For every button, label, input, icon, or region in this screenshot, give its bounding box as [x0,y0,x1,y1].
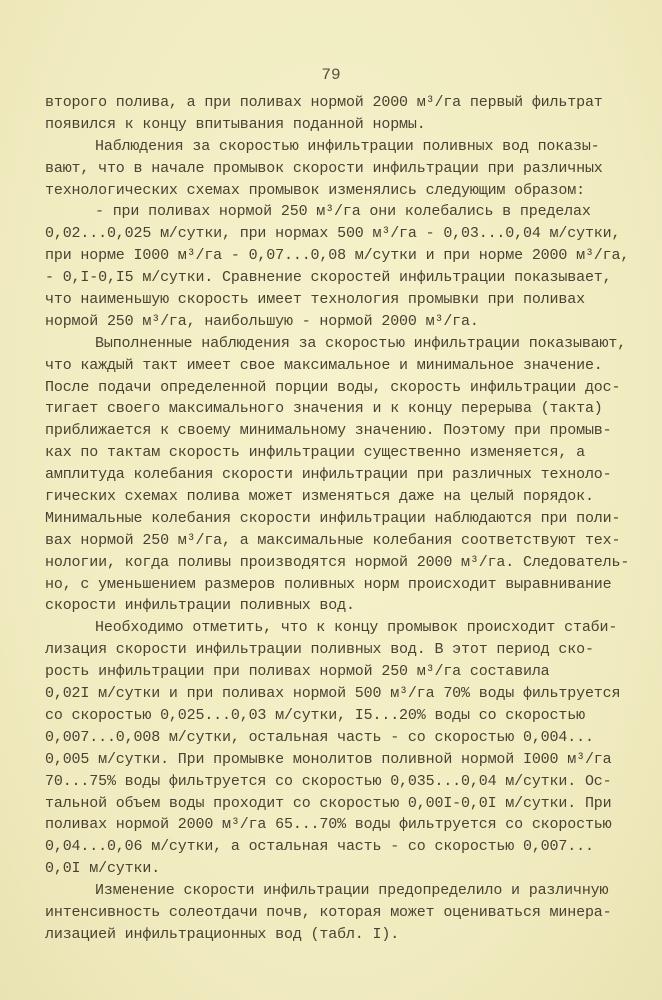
page-number: 79 [321,66,341,84]
text-line: нологии, когда поливы производятся нормой 2000 м³/га. Следователь- [45,553,630,571]
text-line: После подачи определенной порции воды, скорость инфильтрации дос- [45,378,621,396]
text-line: технологических схемах промывок изменялись следующим образом: [45,181,585,199]
text-line: - 0,I-0,I5 м/сутки. Сравнение скоростей инфильтрации показывает, [45,269,612,287]
text-line: при норме I000 м³/га - 0,07...0,08 м/сутки и при норме 2000 м³/га, [45,247,630,265]
text-line: 0,007...0,008 м/сутки, остальная часть - со скоростью 0,004... [45,728,594,746]
text-line: появился к концу впитывания поданной нормы. [45,115,426,133]
text-line: поливах нормой 2000 м³/га 65...70% воды фильтруется со скоростью [45,816,612,834]
text-line: ках по тактам скорость инфильтрации существенно изменяется, а [45,444,585,462]
text-line: Необходимо отметить, что к концу промывок происходит стаби- [95,619,618,637]
text-line: приближается к своему минимальному значению. Поэтому при промыв- [45,422,612,440]
text-line: интенсивность солеотдачи почв, которая может оцениваться минера- [45,903,612,921]
text-line: лизацией инфильтрационных вод (табл. I). [45,925,400,943]
text-line: Выполненные наблюдения за скоростью инфильтрации показывают, [95,334,627,352]
body-text [45,92,660,946]
text-line: 0,005 м/сутки. При промывке монолитов поливной нормой I000 м³/га [45,750,612,768]
text-line: Минимальные колебания скорости инфильтрации наблюдаются при поли- [45,509,621,527]
text-line: рость инфильтрации при поливах нормой 250 м³/га составила [45,663,550,681]
text-line: 0,02I м/сутки и при поливах нормой 500 м³/га 70% воды фильтруется [45,685,621,703]
text-line: что каждый такт имеет свое максимальное и минимальное значение. [45,356,603,374]
text-line: вах нормой 250 м³/га, а максимальные колебания соответствуют тех- [45,531,621,549]
text-line: лизация скорости инфильтрации поливных вод. В этот период ско- [45,641,594,659]
text-line: - при поливах нормой 250 м³/га они колебались в пределах [95,203,591,221]
text-line: но, с уменьшением размеров поливных норм происходит выравнивание [45,575,612,593]
text-line: 70...75% воды фильтруется со скоростью 0,035...0,04 м/сутки. Ос- [45,772,612,790]
text-line: 0,02...0,025 м/сутки, при нормах 500 м³/га - 0,03...0,04 м/сутки, [45,225,621,243]
text-line: скорости инфильтрации поливных вод. [45,597,355,615]
text-line: Изменение скорости инфильтрации предопределило и различную [95,882,609,900]
text-line: 0,04...0,06 м/сутки, а остальная часть - со скоростью 0,007... [45,838,594,856]
text-line: гических схемах полива может изменяться даже на целый порядок. [45,488,594,506]
text-line: со скоростью 0,025...0,03 м/сутки, I5...20% воды со скоростью [45,706,585,724]
text-line: что наименьшую скорость имеет технология промывки при поливах [45,291,585,309]
text-line: амплитуда колебания скорости инфильтрации при различных техноло- [45,466,612,484]
text-line: 0,0I м/сутки. [45,860,161,878]
text-line: второго полива, а при поливах нормой 2000 м³/га первый фильтрат [45,94,603,111]
text-line: тигает своего максимального значения и к концу перерыва (такта) [45,400,603,418]
text-line: Наблюдения за скоростью инфильтрации поливных вод показы- [95,137,600,155]
text-line: тальной объем воды проходит со скоростью 0,00I-0,0I м/сутки. При [45,794,612,812]
text-line: нормой 250 м³/га, наибольшую - нормой 2000 м³/га. [45,312,479,330]
text-line: вают, что в начале промывок скорости инфильтрации при различных [45,159,603,177]
